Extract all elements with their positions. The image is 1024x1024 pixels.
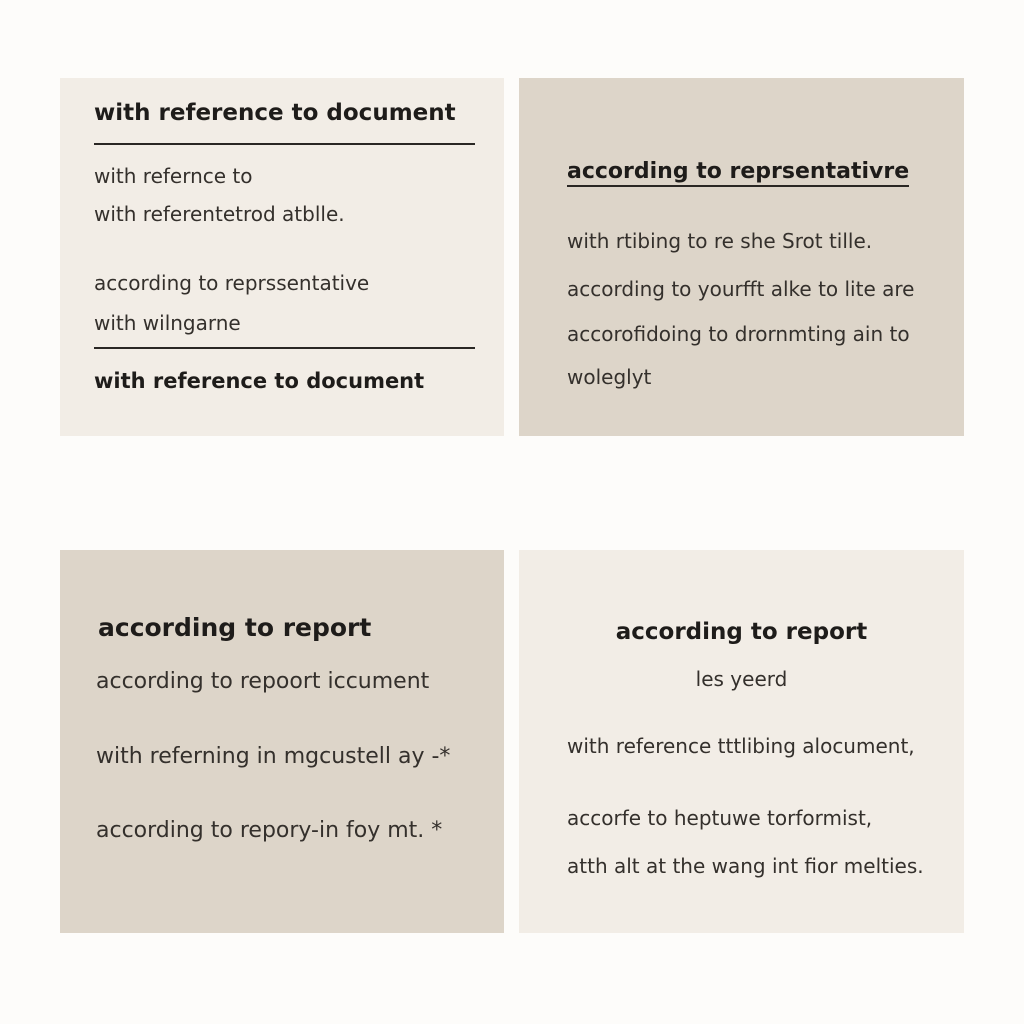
divider <box>94 143 475 145</box>
card-line: with reference tttlibing alocument, <box>567 734 915 758</box>
divider <box>94 347 475 349</box>
card-heading: according to report <box>98 613 372 642</box>
card-line: with referentetrod atblle. <box>94 202 345 226</box>
card-heading: with reference to document <box>94 100 456 126</box>
card-line: according to reprssentative <box>94 271 370 295</box>
card-line: according to repoort iccument <box>96 669 430 694</box>
card-line: accorofidoing to drornmting ain to <box>567 322 910 346</box>
card-line: with referning in mgcustell ay -* <box>96 744 451 769</box>
card-line: according to repory-in foy mt. * <box>96 818 443 843</box>
card-line: with refernce to <box>94 164 253 188</box>
card-heading: according to reprsentativre <box>567 159 909 187</box>
card-line: accorfe to heptuwe torformist, <box>567 806 873 830</box>
card-line: with wilngarne <box>94 311 241 335</box>
card-bottom-right <box>519 550 964 933</box>
card-bottom-left <box>60 550 504 933</box>
card-line: with rtibing to re she Srot tille. <box>567 229 873 253</box>
card-heading: according to report <box>615 619 868 645</box>
card-line: atth alt at the wang int fior melties. <box>567 854 924 878</box>
card-line: woleglyt <box>567 365 652 389</box>
card-top-right <box>519 78 964 436</box>
card-subheading: les yeerd <box>695 667 788 691</box>
card-top-left <box>60 78 504 436</box>
card-footer: with reference to document <box>94 369 425 393</box>
card-line: according to yourfft alke to lite are <box>567 277 915 301</box>
